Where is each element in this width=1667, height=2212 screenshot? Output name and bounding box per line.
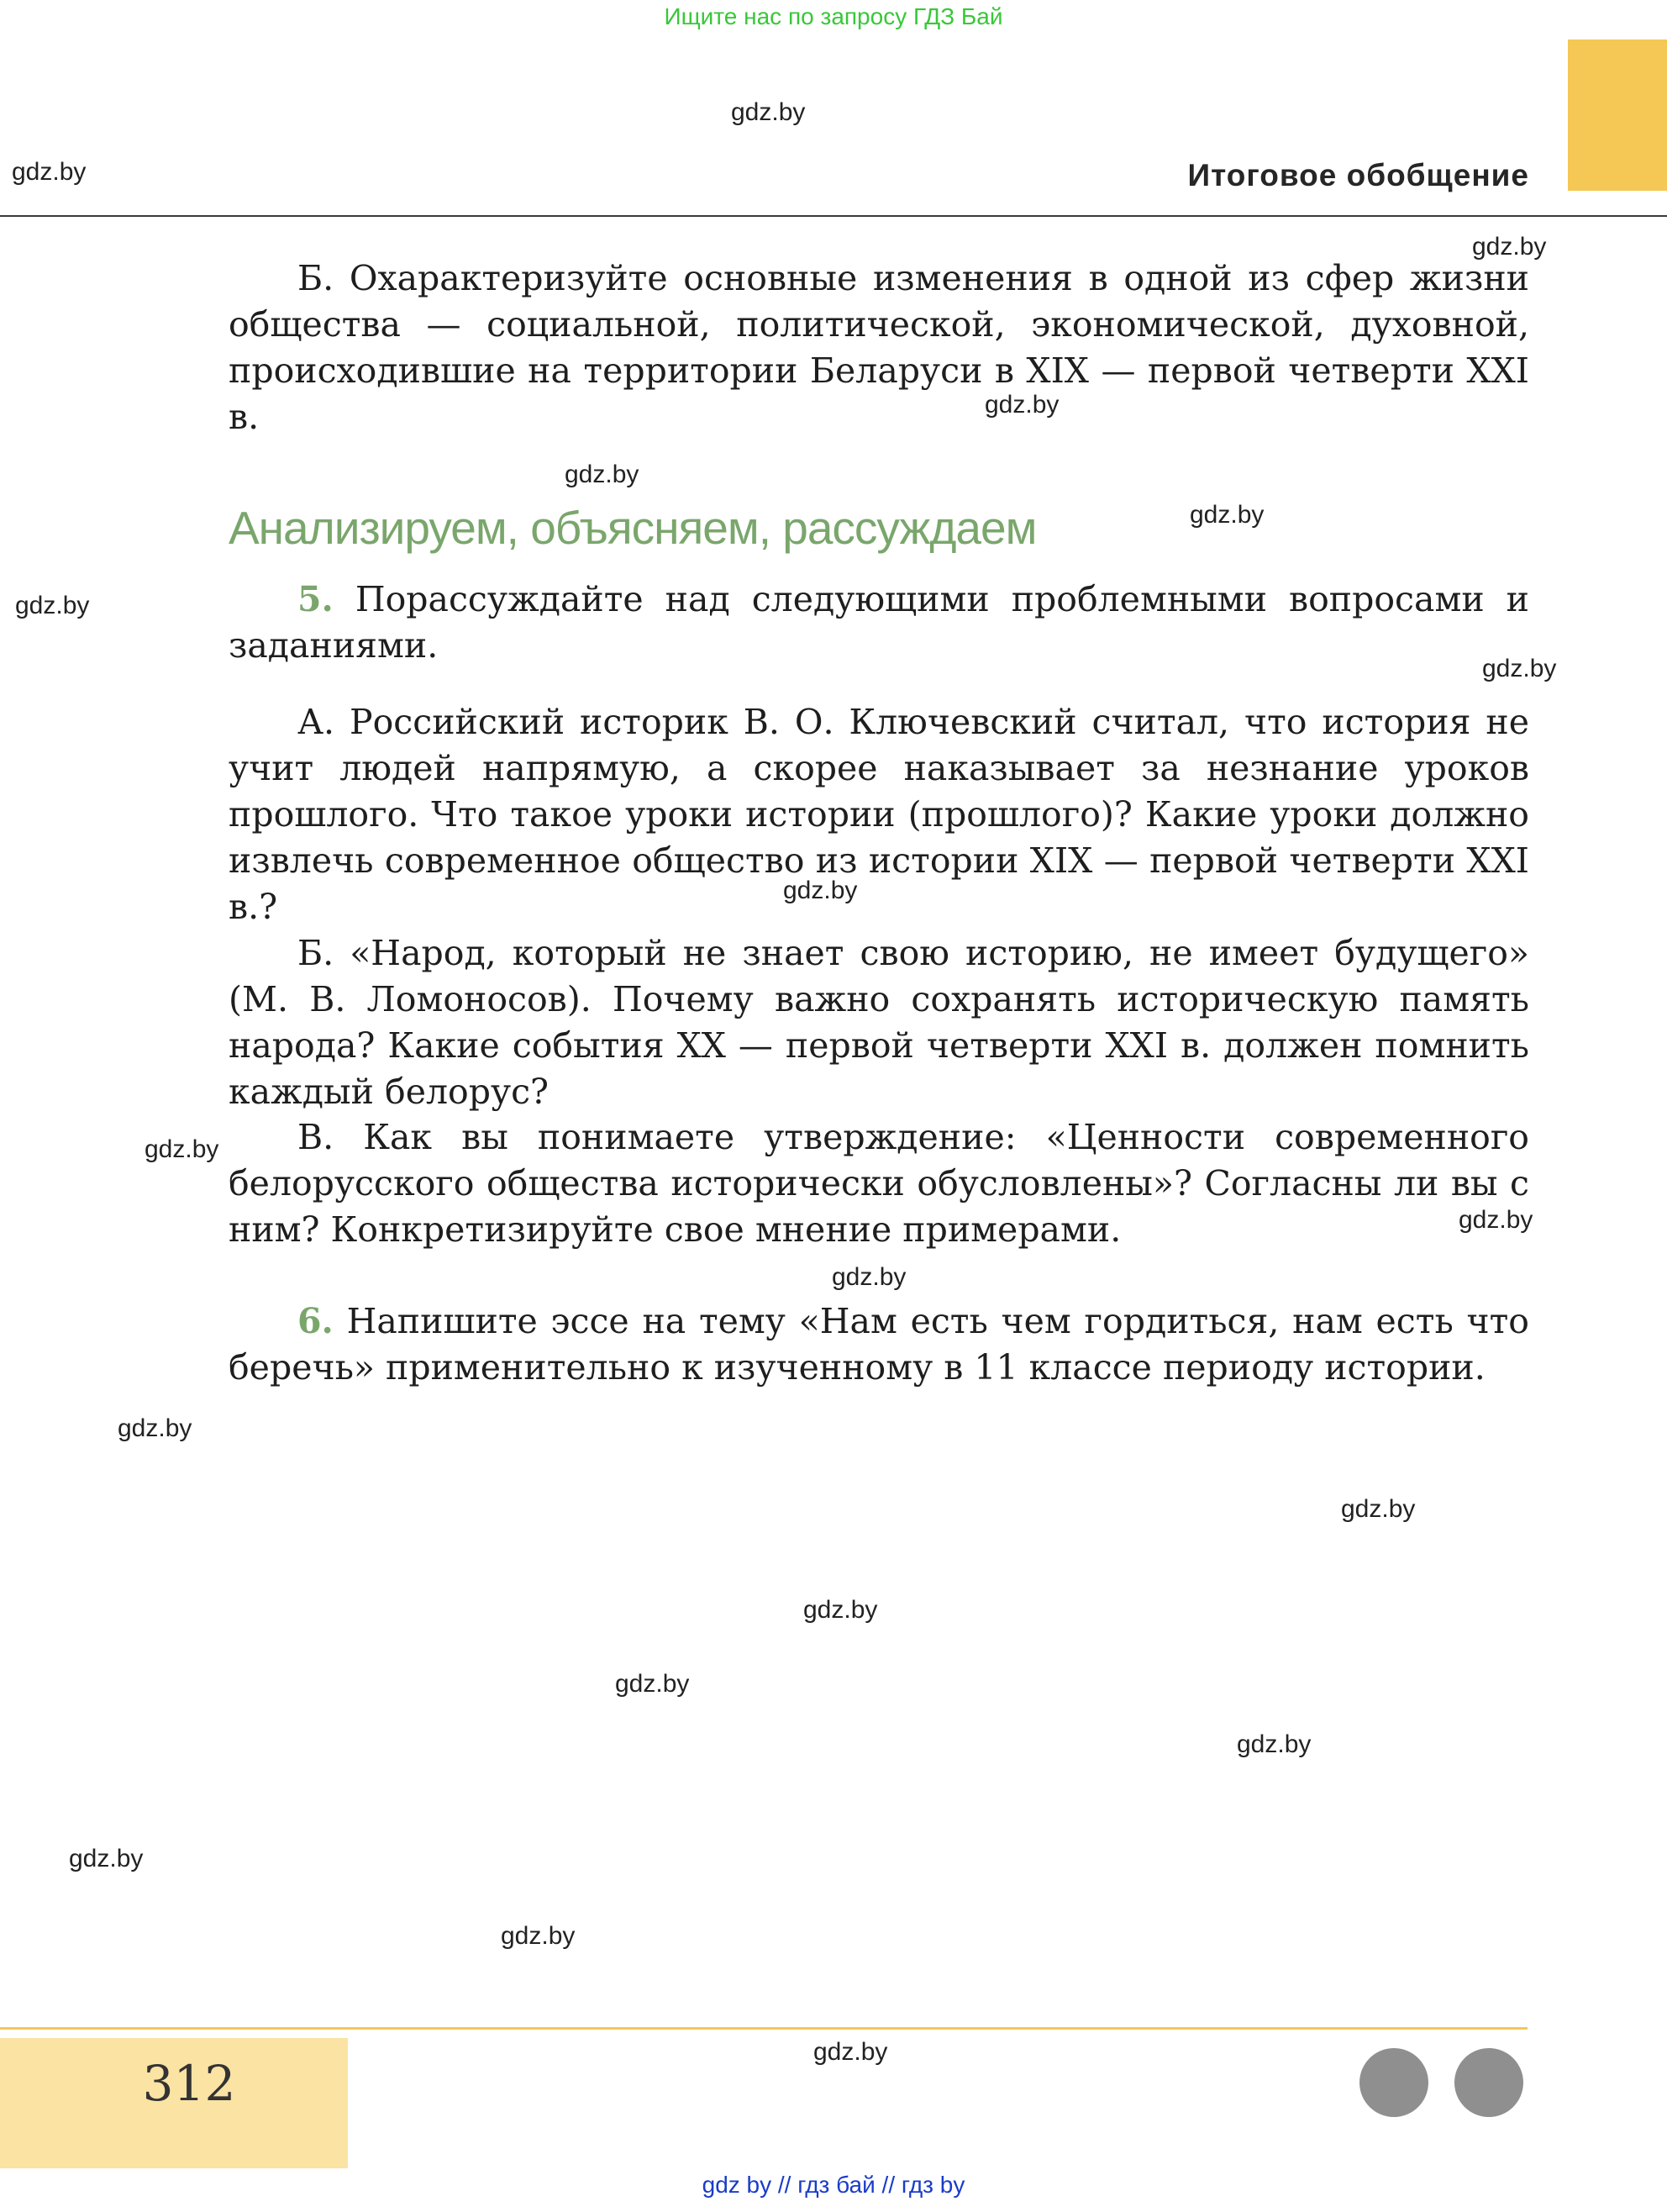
task-5-text: Порассуждайте над следующими проблемными вопросами и заданиями. [229,579,1529,666]
watermark: gdz.by [803,1596,878,1624]
section-heading: Анализируем, объясняем, рассуждаем [229,502,1037,554]
watermark: gdz.by [1482,655,1557,682]
watermark: gdz.by [1237,1730,1312,1758]
watermark: gdz.by [615,1670,690,1698]
circle-marker-icon [1454,2048,1523,2117]
footer-rule [0,2027,1528,2030]
watermark: gdz.by [985,391,1060,419]
header-title: Итоговое обобщение [1187,158,1529,192]
watermark: gdz.by [69,1845,144,1872]
watermark: gdz.by [145,1135,219,1163]
paragraph-b-intro: Б. Охарактеризуйте основные изменения в одной из сфер жизни общества — социальной, политической, экономической, духовной, происходившие на территории Беларуси в XIX — первой четверти XXI в. [229,258,1529,437]
top-banner[interactable]: Ищите нас по запросу ГДЗ Бай [664,3,1003,29]
watermark: gdz.by [731,98,806,126]
watermark: gdz.by [12,158,87,186]
watermark: gdz.by [1190,501,1265,529]
watermark: gdz.by [832,1263,907,1291]
corner-tab [1568,40,1667,191]
header-rule [0,215,1667,217]
watermark: gdz.by [501,1922,576,1950]
watermark: gdz.by [1472,233,1547,261]
bottom-links[interactable]: gdz by // гдз бай // гдз by [702,2172,965,2198]
watermark: gdz.by [565,461,639,488]
watermark: gdz.by [15,592,90,619]
watermark: gdz.by [118,1414,192,1442]
task-5-v: В. Как вы понимаете утверждение: «Ценности современного белорусского общества исторически обусловлены»? Согласны ли вы с ним? Конкретизируйте свое мнение примерами. [229,1117,1529,1250]
circle-marker-icon [1359,2048,1428,2117]
task-5-b: Б. «Народ, который не знает свою историю, не имеет будущего» (М. В. Ломоносов). Почему важно сохранять историческую память народа? Какие события XX — первой четверти XXI в. должен помнить каждый белорус? [229,933,1529,1112]
task-5-a: А. Российский историк В. О. Ключевский считал, что история не учит людей напрямую, а скорее наказывает за незнание уроков прошлого. Что такое уроки истории (прошлого)? Какие уроки должно извлечь современное общество из истории XIX — первой четверти XXI в.? [229,702,1529,927]
page-number: 312 [142,2055,236,2112]
task-5-number: 5. [297,579,334,619]
watermark: gdz.by [1459,1206,1533,1234]
watermark: gdz.by [1341,1495,1416,1523]
watermark: gdz.by [783,877,858,904]
task-5 [229,577,1529,669]
task-6 [229,1298,1529,1391]
task-6-number: 6. [297,1301,334,1341]
task-6-text: Напишите эссе на тему «Нам есть чем гордиться, нам есть что беречь» применительно к изученному в 11 классе периоду истории. [229,1301,1529,1388]
watermark: gdz.by [813,2038,888,2066]
